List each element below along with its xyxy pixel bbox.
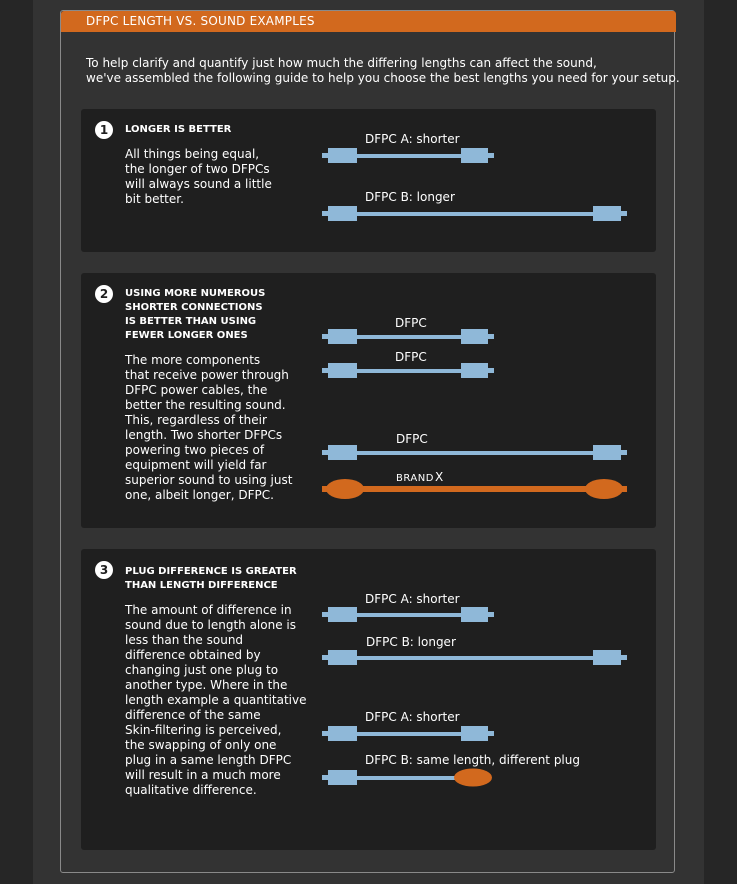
body-line: difference of the same	[125, 708, 261, 722]
intro-line: To help clarify and quantify just how much the differing lengths can affect the sound,	[86, 56, 597, 70]
body-line: changing just one plug to	[125, 663, 279, 677]
cable-label: DFPC	[395, 316, 427, 330]
body-line: sound due to length alone is	[125, 618, 296, 632]
body-line: bit better.	[125, 192, 184, 206]
body-line: powering two pieces of	[125, 443, 265, 457]
section-title-line: FEWER LONGER ONES	[125, 330, 248, 341]
cable-short-icon	[322, 726, 494, 741]
body-line: The amount of difference in	[125, 603, 292, 617]
cable-long-icon	[322, 445, 627, 460]
body-line: Skin-filtering is perceived,	[125, 723, 282, 737]
body-line: The more components	[125, 353, 261, 367]
section-title-line: IS BETTER THAN USING	[125, 316, 257, 327]
cable-long-icon	[322, 206, 627, 221]
body-line: the longer of two DFPCs	[125, 162, 270, 176]
body-line: another type. Where in the	[125, 678, 288, 692]
header-title: DFPC LENGTH VS. SOUND EXAMPLES	[86, 14, 315, 28]
body-line: superior sound to using just	[125, 473, 293, 487]
body-line: equipment will yield far	[125, 458, 267, 472]
section-title-line: SHORTER CONNECTIONS	[125, 302, 263, 313]
cable-label: DFPC A: shorter	[365, 592, 460, 606]
cable-long-icon	[322, 650, 627, 665]
cable-label: DFPC B: longer	[366, 635, 456, 649]
body-line: less than the sound	[125, 633, 244, 647]
cable-short-icon	[322, 329, 494, 344]
section-1-number-badge: 1	[95, 121, 113, 139]
cable-short-icon	[322, 607, 494, 622]
body-line: plug in a same length DFPC	[125, 753, 292, 767]
body-line: the swapping of only one	[125, 738, 277, 752]
body-line: All things being equal,	[125, 147, 260, 161]
section-title-line: LONGER IS BETTER	[125, 124, 232, 135]
cable-label: DFPC B: same length, different plug	[365, 753, 580, 767]
body-line: This, regardless of their	[125, 413, 267, 427]
cable-label: DFPC	[396, 432, 428, 446]
body-line: qualitative difference.	[125, 783, 257, 797]
cable-label: DFPC B: longer	[365, 190, 455, 204]
cable-label: DFPC A: shorter	[365, 132, 460, 146]
body-line: one, albeit longer, DFPC.	[125, 488, 274, 502]
brand-label: BRAND	[396, 473, 434, 484]
body-line: will result in a much more	[125, 768, 281, 782]
cable-label: DFPC A: shorter	[365, 710, 460, 724]
intro-line: we've assembled the following guide to help you choose the best lengths you need for your setup.	[86, 71, 680, 85]
body-line: length example a quantitative	[125, 693, 307, 707]
section-3-number-badge: 3	[95, 561, 113, 579]
cable-short-icon	[322, 363, 494, 378]
body-line: that receive power through	[125, 368, 289, 382]
cable-short-icon	[322, 148, 494, 163]
body-line: DFPC power cables, the	[125, 383, 268, 397]
body-line: better the resulting sound.	[125, 398, 286, 412]
brand-label-x: X	[435, 470, 444, 484]
brand-x-cable-icon	[322, 479, 627, 499]
body-line: length. Two shorter DFPCs	[125, 428, 283, 442]
cable-different-plug-icon	[322, 769, 492, 787]
cable-label: DFPC	[395, 350, 427, 364]
section-title-line: USING MORE NUMEROUS	[125, 288, 266, 299]
section-title-line: THAN LENGTH DIFFERENCE	[125, 580, 278, 591]
section-2-number-badge: 2	[95, 285, 113, 303]
body-line: difference obtained by	[125, 648, 261, 662]
section-title-line: PLUG DIFFERENCE IS GREATER	[125, 566, 297, 577]
body-line: will always sound a little	[125, 177, 272, 191]
